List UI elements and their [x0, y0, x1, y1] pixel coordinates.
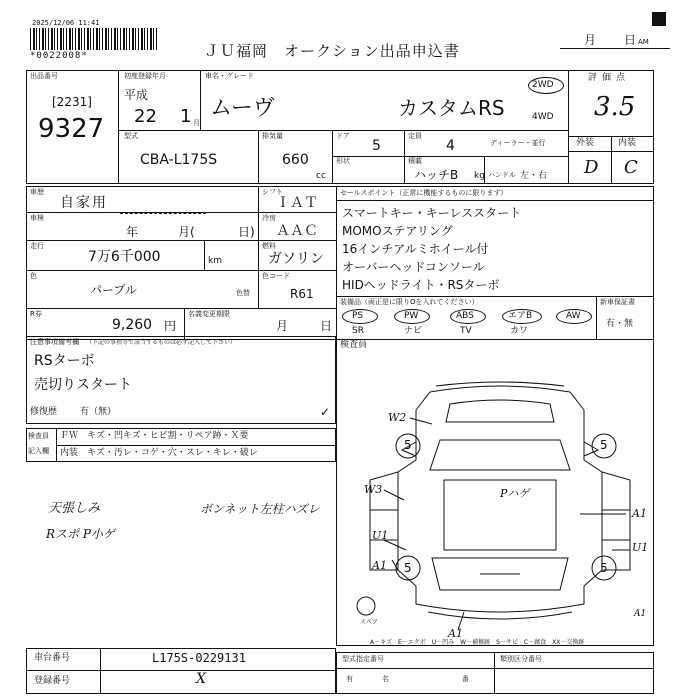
mark-u1-right: U1 [632, 541, 649, 554]
mark-w2-front: W2 [388, 411, 407, 424]
mark-a1-rear: A1 [448, 627, 463, 640]
model-label: 型式 [124, 132, 138, 140]
model: CBA-L175S [140, 152, 218, 168]
usage-category: 自家用 [60, 195, 108, 211]
load-unit: kg [474, 171, 485, 181]
tire-mark-rr: 5 [600, 561, 608, 575]
inspection-day-unit: 日) [238, 225, 255, 239]
handle-value: 左・右 [520, 171, 548, 181]
damage-legend: A－キズ E－エクボ U－凹み W－補修跡 S－サビ C－腐食 XX－交換跡 [370, 639, 585, 646]
shape-label: 形状 [336, 157, 350, 165]
displacement: 660 [282, 152, 309, 168]
dealer-label: ディーラー・並行 [490, 139, 546, 147]
repair-label: 修復歴 [30, 407, 58, 417]
equip-abs: ABS [456, 311, 474, 321]
ampm-label: AM [638, 38, 649, 46]
footer-sub-1: 有 [346, 675, 353, 683]
equipment-label: 装備品（両正是に限りOを入れてください） [340, 298, 479, 306]
selling-point-item: オーバーヘッドコンソール [342, 260, 485, 274]
shift: ＩＡＴ [276, 195, 318, 211]
inspection-notes-label2: 記入欄 [28, 447, 49, 455]
selling-point-item: スマートキー・キーレススタート [342, 206, 522, 220]
load-label: 積載 [408, 157, 422, 165]
exterior-grade: D [584, 157, 599, 178]
month-label: 月 [584, 33, 597, 47]
checkmark: ✓ [320, 405, 331, 419]
timestamp: 2025/12/06 11:41 [32, 19, 100, 27]
day-label: 日 [624, 33, 637, 47]
selling-points-label: セールスポイント（正常に機能するものに限ります） [340, 189, 508, 197]
interior-label: 内装 [618, 138, 637, 148]
color-change-label: 色替 [236, 289, 250, 297]
equip-sr: SR [352, 326, 364, 336]
ext-damage-line: ＦＷ キズ・凹キズ・ヒビ割・リペア跡・Ｘ要 [60, 431, 249, 441]
chassis-number: L175S-0229131 [152, 651, 246, 665]
equip-ps: PS [352, 311, 364, 321]
displacement-label: 排気量 [262, 132, 283, 140]
notes-sub-label: （下記の事項等で該当するものは必ず記入して下さい） [86, 339, 237, 346]
recycle-label: R券 [30, 310, 42, 318]
car-grade: カスタムRS [398, 96, 505, 120]
lot-number: 9327 [38, 114, 105, 144]
inspection-month-unit: 月( [178, 225, 195, 239]
capacity-label: 定員 [408, 132, 422, 140]
shift-label: シフト [262, 188, 283, 196]
selling-point-item: 16インチアルミホイール付 [342, 242, 489, 256]
note-line-1: RSターボ [34, 353, 95, 369]
mark-p-hage: Pハゲ [500, 487, 530, 500]
equip-pw: PW [404, 311, 419, 321]
name-change-day: 日 [320, 319, 333, 333]
hand-note-3: ボンネット左柱ハズレ [200, 502, 320, 516]
recycle-unit: 円 [164, 319, 177, 333]
mileage-label: 走行 [30, 242, 44, 250]
footer-sub-2: 名 [382, 675, 389, 683]
doors: 5 [372, 138, 381, 154]
doors-label: ドア [336, 132, 350, 140]
color-label: 色 [30, 272, 37, 280]
usage-label: 車歴 [30, 188, 44, 196]
fuel: ガソリン [268, 251, 324, 267]
repair-value: 有（無） [80, 407, 117, 417]
mark-u1-left: U1 [372, 529, 389, 542]
corner-mark [652, 12, 666, 26]
classification-label: 類別区分番号 [500, 655, 542, 663]
selling-point-item: MOMOステアリング [342, 224, 453, 238]
fuel-label: 燃料 [262, 242, 276, 250]
grade-label: 評価点 [588, 73, 631, 83]
mileage: 7万6千000 [88, 249, 161, 265]
footer-sub-3: 番 [462, 675, 469, 683]
mark-a1-right: A1 [632, 507, 647, 520]
inspection-year-unit: 年 [126, 225, 139, 239]
era: 平成 [124, 88, 149, 102]
type-designation-label: 型式指定番号 [342, 655, 384, 663]
equip-leather: カワ [510, 326, 529, 336]
reg-month-unit: 月 [193, 119, 200, 127]
equip-tv: TV [460, 326, 472, 336]
manual-label: 新車保証書 [600, 298, 635, 306]
hand-note-2: Rスポ P小ゲ [46, 527, 115, 541]
exterior-label: 外装 [576, 138, 595, 148]
inspector-label: 検査員 [340, 340, 368, 350]
manual-value: 有・無 [606, 319, 634, 329]
lot-label: 出品番号 [30, 72, 58, 80]
mark-w3: W3 [364, 483, 383, 496]
color: パープル [90, 283, 137, 297]
ac-label: 冷房 [262, 214, 276, 222]
car-name: ムーヴ [210, 96, 275, 121]
reg-number-label: 登録番号 [34, 676, 71, 686]
int-damage-line: 内装 キズ・汚レ・コゲ・穴・スレ・キレ・破レ [60, 448, 258, 458]
selling-point-item: HIDヘッドライト・RSターボ [342, 278, 500, 292]
color-code: R61 [290, 287, 314, 301]
ac: ＡＡＣ [276, 223, 318, 239]
mileage-unit: km [208, 256, 222, 266]
tire-mark-fl: 5 [404, 438, 412, 452]
reg-year-label: 初度登録年月 [124, 72, 166, 80]
displacement-unit: cc [316, 171, 326, 181]
equip-aw: AW [566, 311, 581, 321]
reg-number-value: X [196, 671, 206, 687]
capacity: 4 [446, 138, 455, 154]
lot-sub-number: [2231] [52, 95, 92, 109]
color-code-label: 色コード [262, 272, 290, 280]
barcode [30, 28, 158, 50]
name-change-label: 名義変更期限 [188, 310, 230, 318]
equip-navi: ナビ [404, 326, 423, 336]
tire-mark-fr: 5 [600, 438, 608, 452]
notes-label: 注意事項備考欄 [30, 338, 79, 346]
handle-label: ハンドル [488, 171, 516, 179]
drive-4wd: 4WD [532, 112, 554, 122]
drive-2wd: 2WD [532, 80, 554, 90]
reg-month: 1 [180, 106, 192, 127]
name-label: 車名・グレード [205, 72, 254, 80]
name-change-month: 月 [276, 319, 289, 333]
equip-airbag: エアB [508, 311, 533, 321]
reg-year: 22 [134, 106, 157, 127]
tire-mark-rl: 5 [404, 561, 412, 575]
barcode-text: *0022008* [30, 51, 88, 61]
interior-grade: C [624, 157, 638, 178]
inspection-notes-label: 検査員 [28, 432, 49, 440]
note-line-2: 売切りスタート [34, 377, 132, 393]
mark-a1-extra: A1 [634, 609, 647, 619]
grade-score: 3.5 [594, 92, 636, 122]
spare-label: スペア [360, 619, 379, 626]
inspection-label: 車検 [30, 214, 44, 222]
form-title: ＪＵ福岡 オークション出品申込書 [204, 42, 460, 60]
mark-a1-left: A1 [372, 559, 387, 572]
recycle-amount: 9,260 [112, 317, 153, 333]
car-damage-diagram [340, 380, 652, 630]
hand-note-1: 天張しみ [48, 501, 101, 516]
shape: ハッチB [414, 168, 459, 182]
chassis-label: 車台番号 [34, 653, 71, 663]
